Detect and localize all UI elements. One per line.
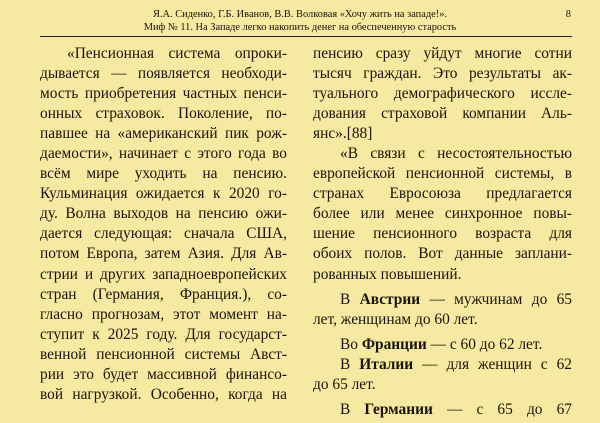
entry-prefix: В [340, 400, 365, 418]
text-line: Кульминация ожидается к 2020 го- [40, 185, 287, 203]
text-line: вой нагрузкой. Особенно, когда на [40, 385, 287, 403]
country-name: Италии [359, 355, 414, 373]
text-line: гласно прогнозам, этот момент на- [40, 305, 287, 323]
text-line: рованных повышений. [313, 265, 462, 283]
france-entry [313, 335, 572, 355]
text-line: европейской пенсионной системы, в [313, 165, 572, 183]
austria-entry [313, 290, 572, 330]
text-line: дования страховой компании Аль- [313, 105, 572, 123]
text-line: ду. Волна выходов на пенсию ожи- [40, 205, 287, 223]
right-column [313, 44, 572, 420]
text-line: пенсию сразу уйдут многие сотни [313, 45, 572, 62]
text-line: «В связи с несостоятельностью [340, 145, 572, 163]
entry-prefix: Во [340, 335, 362, 353]
text-line: янс».[88] [313, 125, 373, 143]
text-line: туального демографического иссле- [313, 85, 572, 103]
text-line: мость приобретения частных пенси- [40, 85, 287, 103]
running-header [40, 8, 560, 34]
text-line: дывается — появляется необходи- [40, 65, 287, 83]
entry-text: — для женщин с 62 [413, 355, 572, 373]
country-name: Австрии [359, 290, 421, 308]
text-line: потом Европа, затем Азия. Для Ав- [40, 245, 287, 263]
germany-entry [313, 400, 572, 420]
text-line: странах Евросоюза предлагается [313, 185, 572, 203]
text-line [313, 355, 572, 375]
entry-prefix: В [340, 355, 360, 373]
text-line: стран (Германия, Франция.), со- [40, 285, 287, 303]
page-number: 8 [565, 9, 571, 20]
entry-text: — мужчинам до 65 [420, 290, 572, 308]
right-paragraph-continuation [313, 44, 572, 144]
text-line: тысяч граждан. Это результаты ак- [313, 65, 572, 83]
country-name: Германии [364, 400, 433, 418]
entry-text: — с 60 до 62 лет. [426, 335, 543, 353]
italy-entry [313, 355, 572, 395]
text-line: даемости», начинает с этого года во [40, 145, 287, 163]
text-line: стрии и других западноевропейских [40, 265, 287, 283]
left-paragraph [40, 44, 287, 405]
country-name: Франции [361, 335, 427, 353]
text-line: дается следующая: сначала США, [40, 225, 287, 243]
left-column [40, 44, 287, 405]
entry-prefix: В [340, 290, 360, 308]
text-line: шение пенсионного возраста для [313, 225, 572, 243]
text-line: лет, женщинам до 60 лет. [313, 310, 478, 328]
text-line [313, 335, 572, 355]
text-line: венной пенсионной системы Авст- [40, 345, 287, 363]
text-line: рии это будет массивной финансо- [40, 365, 287, 383]
text-line: ступит к 2025 году. Для государст- [40, 325, 287, 343]
text-line: онных страховок. Поколение, по- [40, 105, 287, 123]
text-line [313, 400, 572, 420]
entry-text: — с 65 до 67 [432, 400, 572, 418]
header-chapter-line: Миф № 11. На Западе легко накопить денег на обеспеченную старость [143, 22, 457, 33]
right-paragraph-eu [313, 144, 572, 284]
header-divider [40, 36, 572, 37]
text-line: всём мире уходить на пенсию. [40, 165, 287, 183]
text-line: «Пенсионная система опроки- [67, 45, 287, 62]
text-line: павшее на «американский пик рож- [40, 125, 287, 143]
text-line: более или менее синхронное повы- [313, 205, 572, 223]
header-authors-line: Я.А. Сиденко, Г.Б. Иванов, В.В. Волковая «Хочу жить на западе!». [152, 9, 447, 20]
text-line: до 65 лет. [313, 375, 376, 393]
text-line [313, 290, 572, 310]
text-line: обоих полов. Вот данные заплани- [313, 245, 572, 263]
